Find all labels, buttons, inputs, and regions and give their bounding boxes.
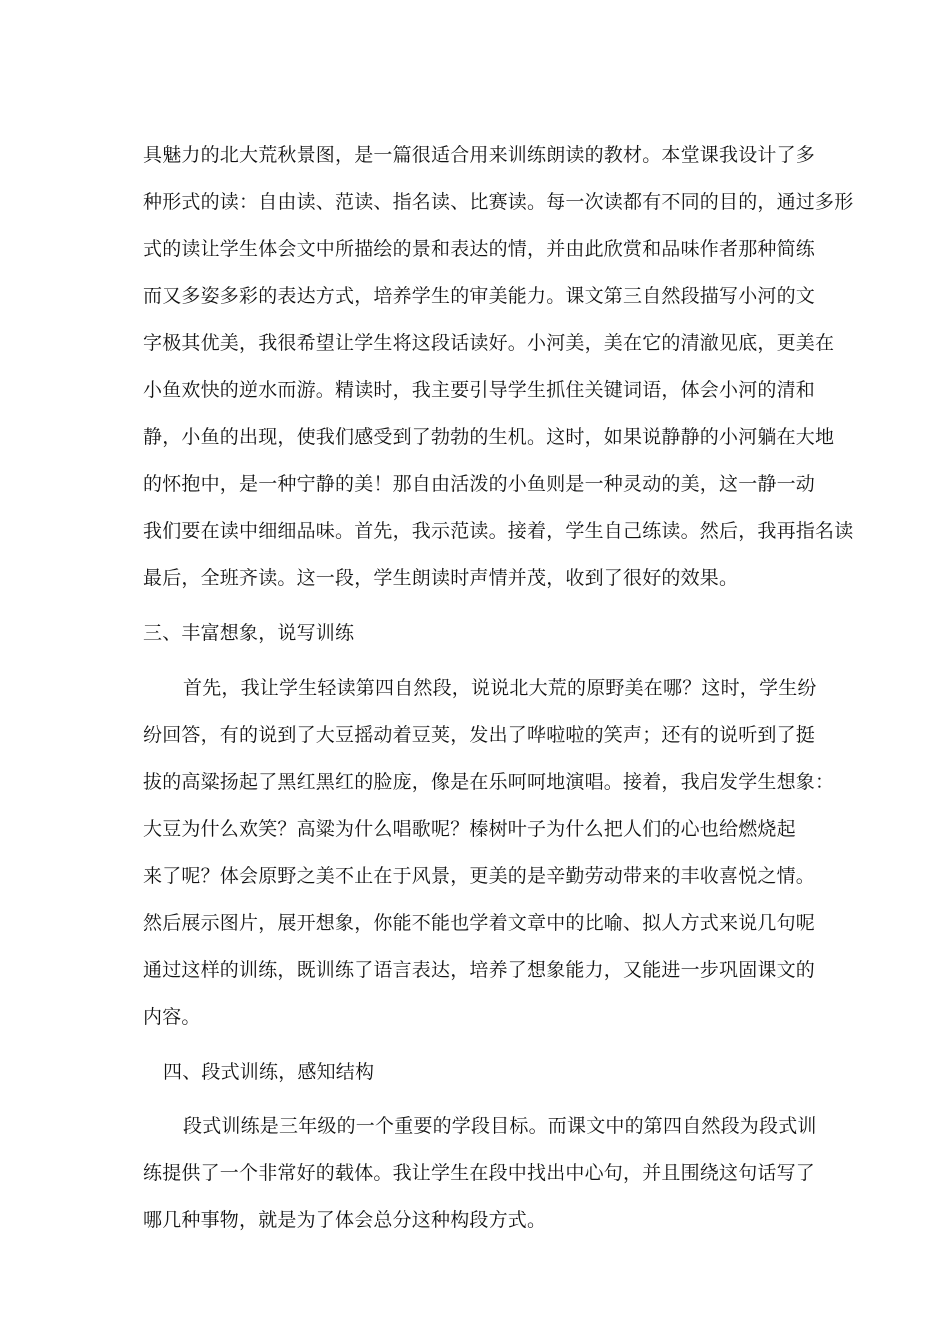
text-line: 首先，我让学生轻读第四自然段，说说北大荒的原野美在哪？这时，学生纷 — [183, 677, 817, 699]
text-line: 最后，全班齐读。这一段，学生朗读时声情并茂，收到了很好的效果。 — [143, 567, 739, 589]
text-line: 练提供了一个非常好的载体。我让学生在段中找出中心句，并且围绕这句话写了 — [143, 1162, 816, 1184]
text-line: 的怀抱中，是一种宁静的美！那自由活泼的小鱼则是一种灵动的美，这一静一动 — [143, 473, 816, 495]
section-heading-3: 三、丰富想象，说写训练 — [143, 622, 355, 644]
text-line: 哪几种事物，就是为了体会总分这种构段方式。 — [143, 1209, 547, 1231]
text-line: 具魅力的北大荒秋景图，是一篇很适合用来训练朗读的教材。本堂课我设计了多 — [143, 144, 816, 166]
text-line: 内容。 — [143, 1006, 201, 1028]
text-line: 大豆为什么欢笑？高粱为什么唱歌呢？榛树叶子为什么把人们的心也给燃烧起 — [143, 818, 796, 840]
text-line: 通过这样的训练，既训练了语言表达，培养了想象能力，又能进一步巩固课文的 — [143, 959, 816, 981]
text-line: 拔的高粱扬起了黑红黑红的脸庞，像是在乐呵呵地演唱。接着，我启发学生想象： — [143, 771, 835, 793]
text-line: 种形式的读：自由读、范读、指名读、比赛读。每一次读都有不同的目的，通过多形 — [143, 191, 854, 213]
text-line: 字极其优美，我很希望让学生将这段话读好。小河美，美在它的清澈见底，更美在 — [143, 332, 835, 354]
section-heading-4: 四、段式训练，感知结构 — [163, 1061, 375, 1083]
text-line: 小鱼欢快的逆水而游。精读时，我主要引导学生抓住关键词语，体会小河的清和 — [143, 379, 816, 401]
text-line: 纷回答，有的说到了大豆摇动着豆荚，发出了哗啦啦的笑声；还有的说听到了挺 — [143, 724, 816, 746]
text-line: 段式训练是三年级的一个重要的学段目标。而课文中的第四自然段为段式训 — [183, 1115, 817, 1137]
text-line: 而又多姿多彩的表达方式，培养学生的审美能力。课文第三自然段描写小河的文 — [143, 285, 816, 307]
text-line: 来了呢？体会原野之美不止在于风景，更美的是辛勤劳动带来的丰收喜悦之情。 — [143, 865, 816, 887]
text-line: 我们要在读中细细品味。首先，我示范读。接着，学生自己练读。然后，我再指名读 — [143, 520, 854, 542]
text-line: 式的读让学生体会文中所描绘的景和表达的情，并由此欣赏和品味作者那种简练 — [143, 238, 816, 260]
text-line: 然后展示图片，展开想象，你能不能也学着文章中的比喻、拟人方式来说几句呢 — [143, 912, 816, 934]
text-line: 静，小鱼的出现，使我们感受到了勃勃的生机。这时，如果说静静的小河躺在大地 — [143, 426, 835, 448]
